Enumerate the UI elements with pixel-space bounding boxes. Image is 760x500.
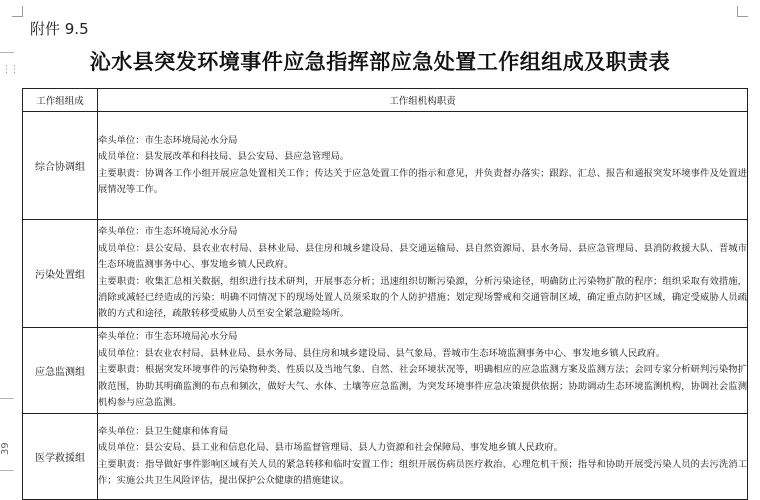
left-ruler-tick <box>0 398 14 399</box>
table-row <box>23 328 748 414</box>
group-name: 综合协调组 <box>23 112 98 220</box>
document-title: 沁水县突发环境事件应急指挥部应急处置工作组组成及职责表 <box>89 49 671 74</box>
group-name: 污染处置组 <box>23 220 98 328</box>
lead-unit: 牵头单位：市生态环境局沁水分局 <box>98 331 238 343</box>
page-number: 39 <box>0 442 11 456</box>
attachment-label: 附件 9.5 <box>30 20 89 38</box>
table-row <box>23 220 748 328</box>
page-corner-mark-right <box>737 6 748 17</box>
table-header-row <box>23 89 748 112</box>
lead-unit: 牵头单位：县卫生健康和体育局 <box>98 425 229 437</box>
group-detail <box>98 220 748 328</box>
member-units: 成员单位：县农业农村局、县林业局、县水务局、县住房和城乡建设局、县气象局、晋城市生态环境监测事务中心、事发地乡镇人民政府。 <box>98 347 666 359</box>
group-name: 医学救援组 <box>23 414 98 500</box>
page-corner-mark-left <box>12 6 23 17</box>
member-units: 成员单位：县发展改革和科技局、县公安局、县应急管理局。 <box>98 151 350 163</box>
table-row <box>23 112 748 220</box>
group-name: 应急监测组 <box>23 328 98 414</box>
lead-unit: 牵头单位：市生态环境局沁水分局 <box>98 134 238 146</box>
left-ruler-tick <box>0 470 14 471</box>
header-group: 工作组组成 <box>23 89 98 112</box>
main-duties: 主要职责：收集汇总相关数据，组织进行技术研判，开展事态分析；迅速组织切断污染源，分析污染途径，明确防止污染物扩散的程序；组织采取有效措施，消除或减轻已经造成的污染；明确不同情况下的现场处置人员须采取的个人防护措施；划定现场警戒和交通管制区域，确定重点防护区域，确定受威胁人员疏散的方式和途径，疏散转移受威胁人员至安全紧急避险场所。 <box>98 275 747 320</box>
group-detail <box>98 112 748 220</box>
member-units: 成员单位：县公安局、县工业和信息化局、县市场监督管理局、县人力资源和社会保障局、事发地乡镇人民政府。 <box>98 442 563 454</box>
duty-table <box>22 88 748 500</box>
group-detail <box>98 414 748 500</box>
lead-unit: 牵头单位：市生态环境局沁水分局 <box>98 226 238 238</box>
main-duties: 主要职责：根据突发环境事件的污染物种类、性质以及当地气象、自然、社会环境状况等，明确相应的应急监测方案及监测方法；会同专家分析研判污染物扩散范围，协助其明确监测的布点和频次，做好大气、水体、土壤等应急监测，为突发环境事件应急决策提供依据；协助调动生态环境监测机构，协调社会监测机构参与应急监测。 <box>98 364 747 409</box>
table-row <box>23 414 748 500</box>
main-duties: 主要职责：指导做好事件影响区域有关人员的紧急转移和临时安置工作；组织开展伤病员医疗救治、心理危机干预；指导和协助开展受污染人员的去污洗消工作；实施公共卫生风险评估，提出保护公众健康的措施建议。 <box>98 458 747 486</box>
header-duty: 工作组机构职责 <box>98 89 748 112</box>
main-duties: 主要职责：协调各工作小组开展应急处置相关工作；传达关于应急处置工作的指示和意见，并负责督办落实；跟踪、汇总、报告和通报突发环境事件及处置进展情况等工作。 <box>98 167 747 195</box>
left-ruler-grip-icon[interactable]: ⋮⋮ <box>2 65 18 75</box>
group-detail <box>98 328 748 414</box>
member-units: 成员单位：县公安局、县农业农村局、县林业局、县住房和城乡建设局、县交通运输局、县自然资源局、县水务局、县应急管理局、县消防救援大队、晋城市生态环境监测事务中心、事发地乡镇人民政府。 <box>98 242 747 271</box>
